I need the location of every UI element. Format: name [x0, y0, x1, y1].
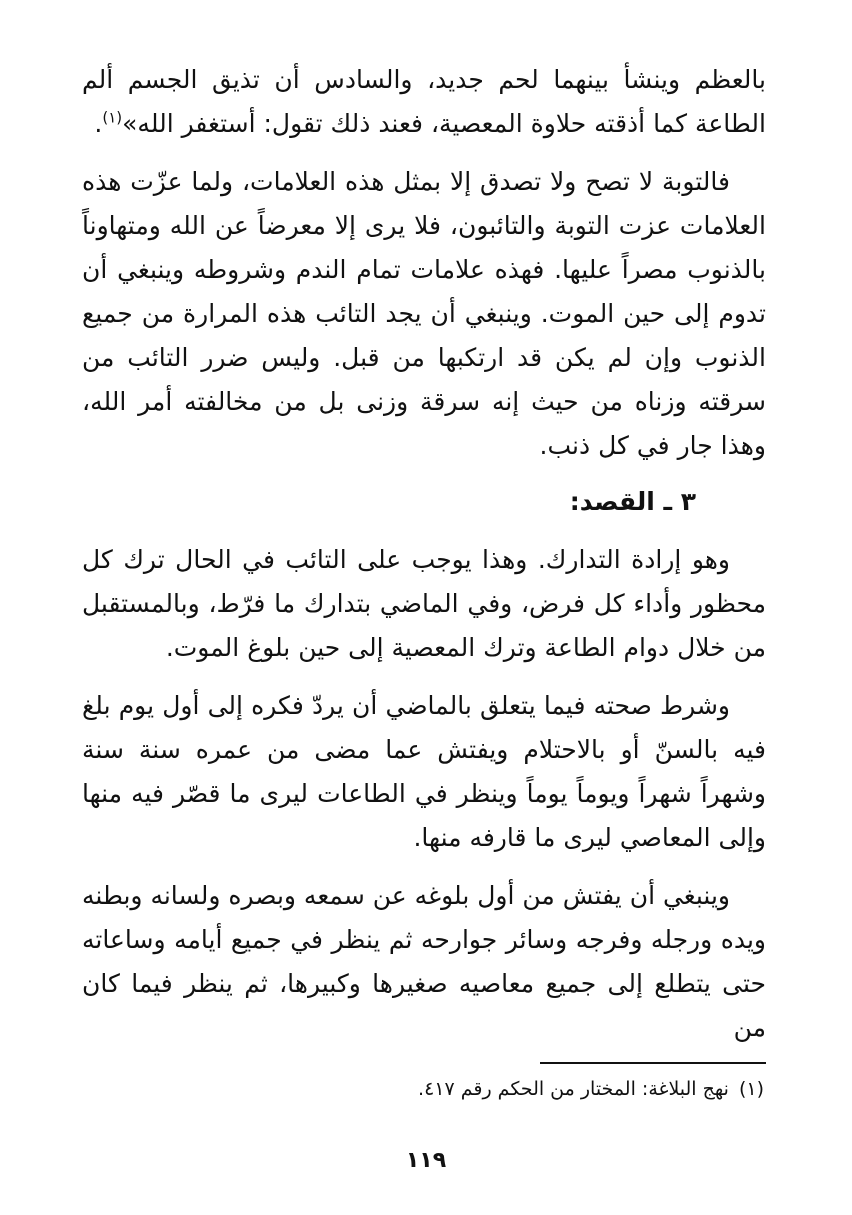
section-heading: ٣ ـ القصد: [569, 487, 696, 516]
footnote-marker: (١) [738, 1078, 764, 1100]
footnote-reference[interactable]: (١) [102, 108, 123, 127]
paragraph-4: وشرط صحته فيما يتعلق بالماضي أن يردّ فكره إلى أول يوم بلغ فيه بالسنّ أو بالاحتلام ويفتش عما مضى من عمره سنة سنة وشهراً شهراً ويوماً يوماً وينظر في الطاعات ليرى ما قصّر فيه منها وإلى المعاصي ليرى ما قارفه منها. [82, 691, 766, 852]
paragraph-1-text: بالعظم وينشأ بينهما لحم جديد، والسادس أن تذيق الجسم ألم الطاعة كما أذقته حلاوة المعصية، فعند ذلك تقول: أستغفر الله» [82, 65, 766, 138]
page-body [82, 58, 766, 1050]
paragraph-1 [82, 58, 766, 146]
paragraph-2: فالتوبة لا تصح ولا تصدق إلا بمثل هذه العلامات، ولما عزّت هذه العلامات عزت التوبة والتائبون، فلا يرى إلا معرضاً عن الله ومتهاوناً بالذنوب مصراً عليها. فهذه علامات تمام الندم وشروطه وينبغي أن تدوم إلى حين الموت. وينبغي أن يجد التائب هذه المرارة من جميع الذنوب وإن لم يكن قد ارتكبها من قبل. وليس ضرر التائب من سرقته وزناه من حيث إنه سرقة وزنى بل من مخالفته أمر الله، وهذا جار في كل ذنب. [82, 167, 766, 460]
footnote [418, 1074, 764, 1104]
footnote-text: نهج البلاغة: المختار من الحكم رقم ٤١٧. [418, 1078, 729, 1100]
paragraph-5: وينبغي أن يفتش من أول بلوغه عن سمعه وبصره ولسانه وبطنه ويده ورجله وفرجه وسائر جوارحه ثم ينظر في جميع أيامه وساعاته حتى يتطلع إلى جميع معاصيه صغيرها وكبيرها، ثم ينظر فيما كان من [82, 881, 766, 1042]
paragraph-1-end: . [94, 109, 103, 138]
paragraph-3: وهو إرادة التدارك. وهذا يوجب على التائب في الحال ترك كل محظور وأداء كل فرض، وفي الماضي بتدارك ما فرّط، وبالمستقبل من خلال دوام الطاعة وترك المعصية إلى حين بلوغ الموت. [82, 545, 766, 662]
page-number: ١١٩ [405, 1148, 447, 1173]
footnote-divider [540, 1062, 766, 1064]
